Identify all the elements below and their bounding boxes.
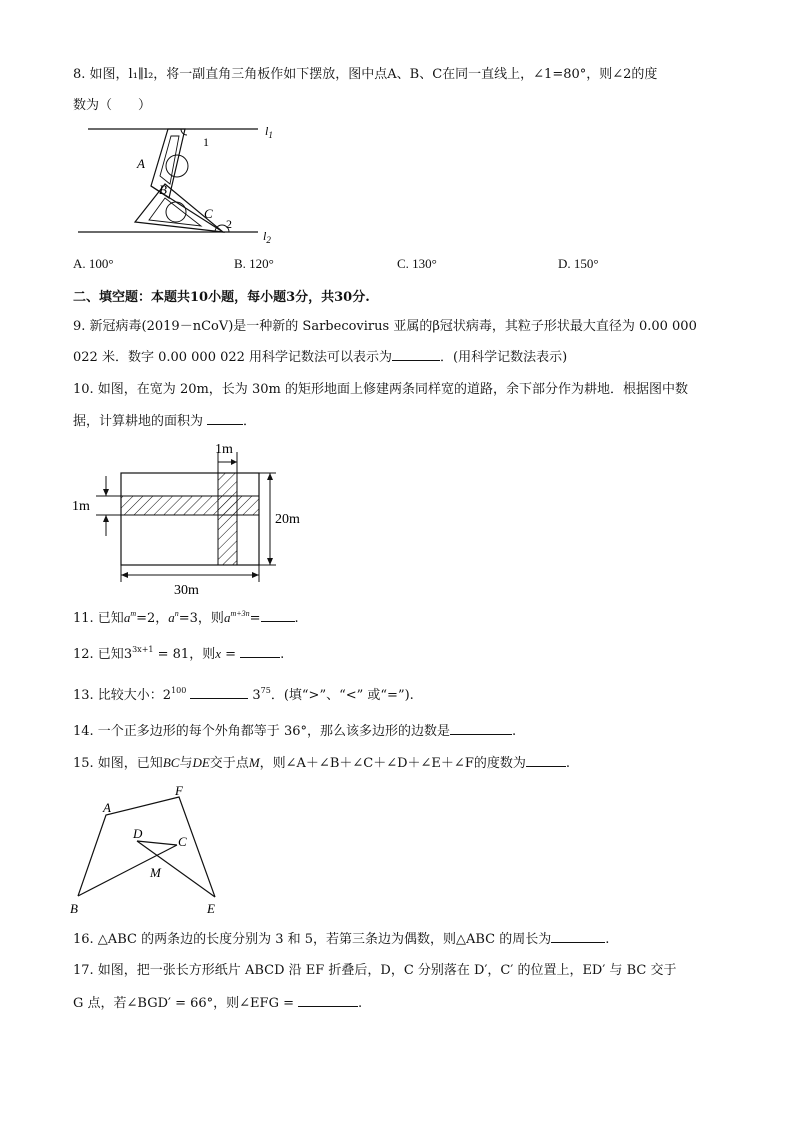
q13-exp1: 100 xyxy=(171,686,187,695)
dim-right-arrowhead-bottom xyxy=(267,558,273,565)
q10-line1: 10. 如图，在宽为 20m，长为 30m 的矩形地面上修建两条同样宽的道路，余下部分作为耕地．根据图中数 xyxy=(73,382,688,397)
q15-answer-blank xyxy=(526,754,566,767)
label-bottom-30m: 30m xyxy=(174,583,199,598)
q15-m: M xyxy=(248,755,260,770)
label-F: F xyxy=(175,783,183,798)
q13 xyxy=(73,686,414,705)
dim-bottom-arrowhead-left xyxy=(121,572,128,578)
q10-line2 xyxy=(73,412,256,431)
label-l1: $l_1$ xyxy=(265,124,273,140)
q16-answer-blank xyxy=(551,930,605,943)
q8-line2: 数为（ ） xyxy=(73,98,152,113)
q10-line2-text-a: 据，计算耕地的面积为 xyxy=(73,414,204,429)
dim-right-arrowhead-top xyxy=(267,473,273,480)
q15-end: . xyxy=(565,756,570,771)
q11-a1: a xyxy=(123,610,131,625)
segment-d-c xyxy=(137,841,177,845)
field-rect xyxy=(121,473,259,565)
q16-end: . xyxy=(605,932,610,947)
q11-end: . xyxy=(294,611,299,626)
q13-mid: 3 xyxy=(252,688,261,703)
section-2-heading: 二、填空题：本题共10小题，每小题3分，共30分. xyxy=(73,290,370,305)
upper-triangle xyxy=(151,129,185,198)
q10-answer-blank xyxy=(207,412,243,425)
label-l2: $l_2$ xyxy=(263,229,271,245)
label-M: M xyxy=(150,865,161,880)
label-B: B xyxy=(159,182,167,197)
q12-end: . xyxy=(280,647,285,662)
q15 xyxy=(73,754,570,773)
q12-eq: = 81，则 xyxy=(153,647,216,662)
q11-prefix: 11. 已知 xyxy=(73,611,124,626)
label-B: B xyxy=(70,901,78,916)
q15-bc: BC xyxy=(162,755,180,770)
q17-answer-blank xyxy=(298,994,358,1007)
label-right-20m: 20m xyxy=(275,512,300,527)
q13-exp2: 75 xyxy=(260,686,271,695)
dim-left-down-arrowhead xyxy=(103,489,109,496)
q12-eq2: = xyxy=(220,647,241,662)
q15-with: 与 xyxy=(179,756,193,771)
q11-answer-blank xyxy=(261,609,295,622)
q8-option-c: C. 130° xyxy=(397,256,437,271)
q15-de: DE xyxy=(192,755,210,770)
label-A: A xyxy=(103,800,111,815)
q9-line2-text-a: 022 米．数字 0.00 000 022 用科学记数法可以表示为 xyxy=(73,350,393,365)
q13-answer-blank xyxy=(190,686,248,699)
q12-answer-blank xyxy=(240,645,280,658)
q11 xyxy=(73,609,299,628)
q12-prefix: 12. 已知 xyxy=(73,647,124,662)
q13-end: ．(填“>”、“<” 或“=”). xyxy=(270,688,414,703)
q17-line2 xyxy=(73,994,362,1013)
q12 xyxy=(73,645,284,664)
q15-figure xyxy=(70,780,250,920)
q11-eq2: =3，则 xyxy=(178,611,224,626)
q14-text: 14. 一个正多边形的每个外角都等于 36°，那么该多边形的边数是 xyxy=(73,724,450,739)
q14 xyxy=(73,722,516,741)
q11-exp-m3n: m+3n xyxy=(230,609,250,618)
q14-end: . xyxy=(511,724,517,739)
q13-prefix: 13. 比较大小：2 xyxy=(73,688,172,703)
label-top-1m: 1m xyxy=(215,442,233,457)
q15-prefix: 15. 如图，已知 xyxy=(73,756,163,771)
label-left-1m: 1m xyxy=(72,499,90,514)
road-horizontal xyxy=(121,496,259,515)
q16-text: 16. △ABC 的两条边的长度分别为 3 和 5，若第三条边为偶数，则△ABC 的周长为 xyxy=(73,932,552,947)
q9-line1: 9. 新冠病毒(2019－nCoV)是一种新的 Sarbecovirus 亚属的β冠状病毒，其粒子形状最大直径为 0.00 000 xyxy=(73,319,697,334)
label-C: C xyxy=(178,834,187,849)
dim-left-up-arrowhead xyxy=(103,515,109,522)
q11-eq1: =2， xyxy=(136,611,169,626)
q11-a3: a xyxy=(223,610,231,625)
q11-a2: a xyxy=(168,610,175,625)
q15-then: ，则∠A＋∠B＋∠C＋∠D＋∠E＋∠F的度数为 xyxy=(259,756,526,771)
q11-exp-m: m xyxy=(130,609,137,618)
label-C: C xyxy=(204,206,213,221)
dim-top-arrowhead xyxy=(231,459,237,465)
segment-d-e xyxy=(137,841,215,897)
q11-eq3: = xyxy=(249,611,261,626)
dim-bottom-arrowhead-right xyxy=(252,572,259,578)
q10-figure xyxy=(70,440,330,600)
q16 xyxy=(73,930,609,949)
q14-answer-blank xyxy=(450,722,512,735)
label-angle1: 1 xyxy=(203,135,209,149)
label-E: E xyxy=(207,901,215,916)
q12-base: 3 xyxy=(123,647,133,662)
q8-line1: 8. 如图，l₁∥l₂，将一副直角三角板作如下摆放，图中点A、B、C在同一直线上，∠1=80°，则∠2的度 xyxy=(73,67,658,82)
road-vertical xyxy=(218,473,237,565)
q9-answer-blank xyxy=(392,348,440,361)
q11-exp-n: n xyxy=(174,609,179,618)
q10-line2-text-b: ． xyxy=(243,414,257,429)
q17-line2-text-a: G 点，若∠BGD′ = 66°，则∠EFG = xyxy=(73,996,294,1011)
q17-line1: 17. 如图，把一张长方形纸片 ABCD 沿 EF 折叠后，D，C 分别落在 D′，C′ 的位置上，ED′ 与 BC 交于 xyxy=(73,963,677,978)
q9-line2 xyxy=(73,348,567,367)
label-D: D xyxy=(133,826,143,841)
q8-figure xyxy=(73,122,293,245)
q9-line2-text-b: ．(用科学记数法表示) xyxy=(440,350,568,365)
q15-meet: 交于点 xyxy=(209,756,249,771)
q12-exp: 3x+1 xyxy=(132,645,154,654)
q8-option-b: B. 120° xyxy=(234,256,274,271)
label-angle2: 2 xyxy=(226,217,232,231)
q8-option-d: D. 150° xyxy=(558,256,599,271)
label-A: A xyxy=(137,156,145,171)
q8-option-a: A. 100° xyxy=(73,256,114,271)
q17-line2-text-b: . xyxy=(357,996,363,1011)
q12-x: x xyxy=(215,646,221,661)
